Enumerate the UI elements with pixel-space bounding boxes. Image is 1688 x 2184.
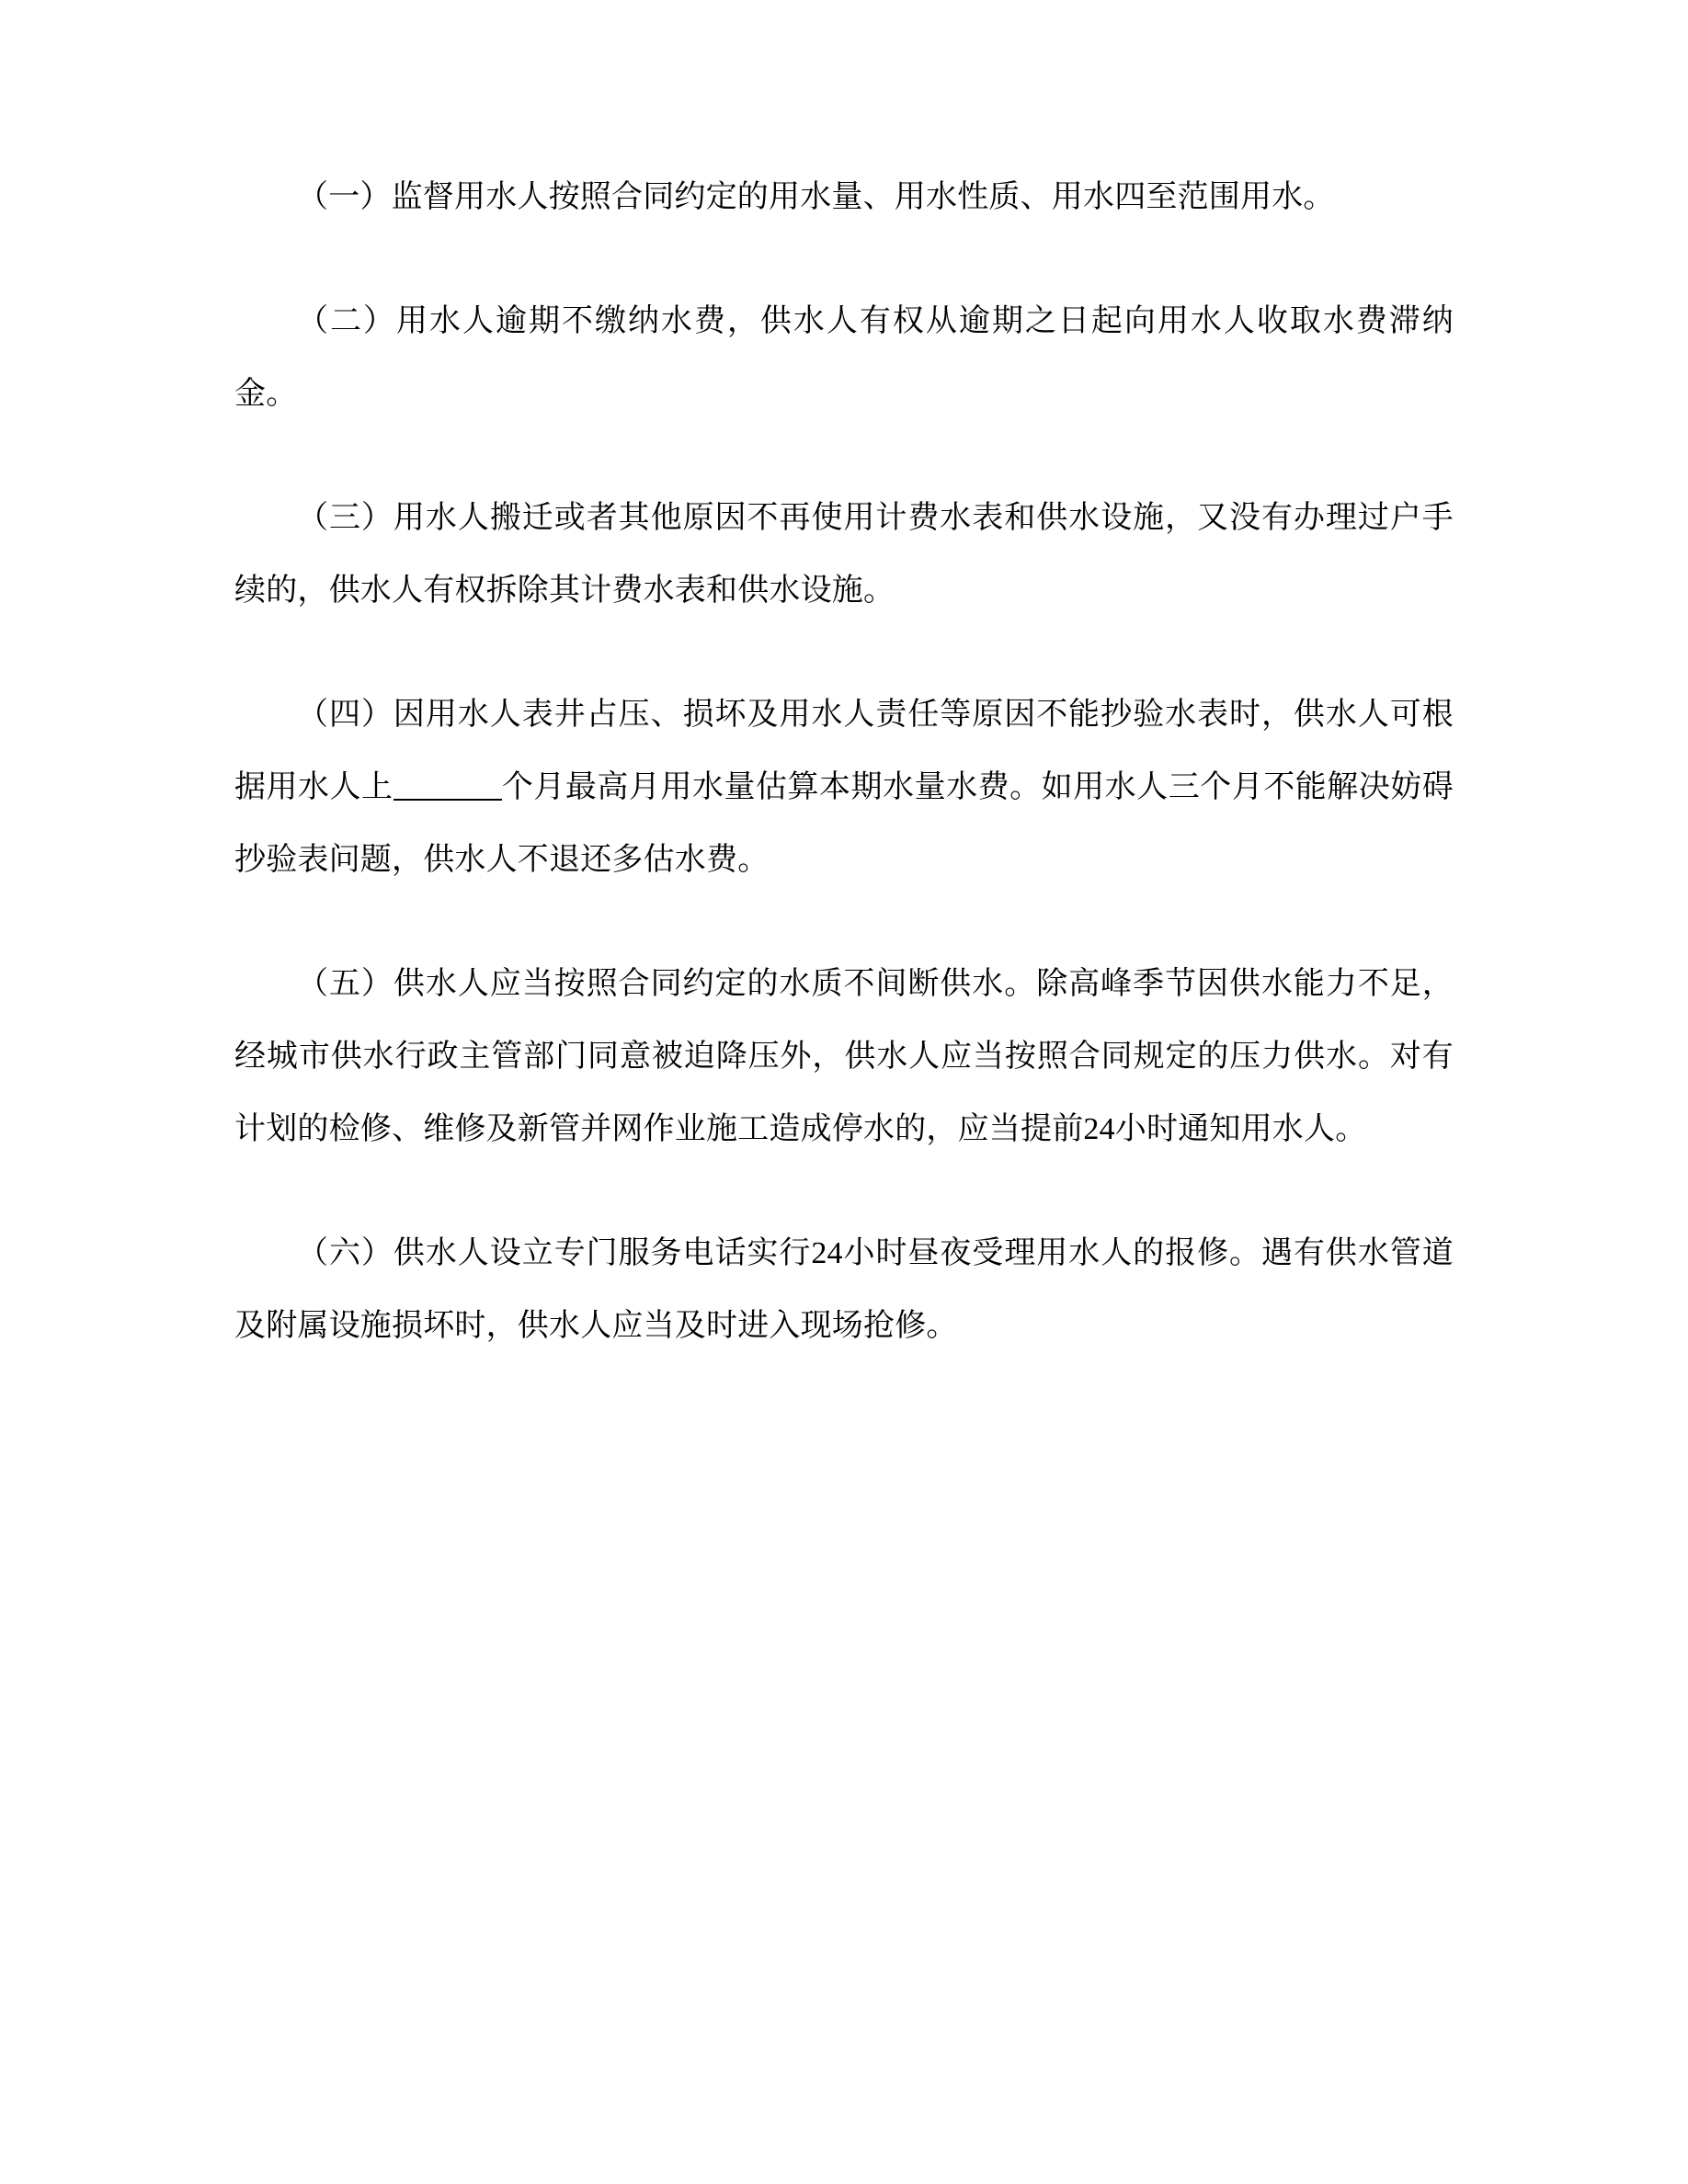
clause-4-text-after-blank: 个月最高月用水量估算本期水量水费。如用水人三个月不能解决妨碍抄验表问题，供水人不退还多估水费。 bbox=[234, 770, 1454, 877]
paragraph-clause-1: （一）监督用水人按照合同约定的用水量、用水性质、用水四至范围用水。 bbox=[297, 180, 1335, 214]
paragraph-clause-5: （五）供水人应当按照合同约定的水质不间断供水。除高峰季节因供水能力不足，经城市供水行政主管部门同意被迫降压外，供水人应当按照合同规定的压力供水。对有计划的检修、维修及新管并网作业施工造成停水的，应当提前24小时通知用水人。 bbox=[234, 967, 1454, 1146]
clause-4-text-before-blank: （四）因用水人表井占压、损坏及用水人责任等原因不能抄验水表时，供水人可根据用水人上 bbox=[234, 698, 1454, 804]
paragraph-clause-3: （三）用水人搬迁或者其他原因不再使用计费水表和供水设施，又没有办理过户手续的，供水人有权拆除其计费水表和供水设施。 bbox=[234, 501, 1454, 608]
fill-in-blank-months[interactable] bbox=[393, 799, 502, 801]
document-body bbox=[234, 161, 1454, 1362]
paragraph-clause-4 bbox=[234, 678, 1454, 896]
paragraph-clause-2: （二）用水人逾期不缴纳水费，供水人有权从逾期之日起向用水人收取水费滞纳金。 bbox=[234, 304, 1454, 411]
paragraph-clause-6: （六）供水人设立专门服务电话实行24小时昼夜受理用水人的报修。遇有供水管道及附属设施损坏时，供水人应当及时进入现场抢修。 bbox=[234, 1236, 1454, 1343]
